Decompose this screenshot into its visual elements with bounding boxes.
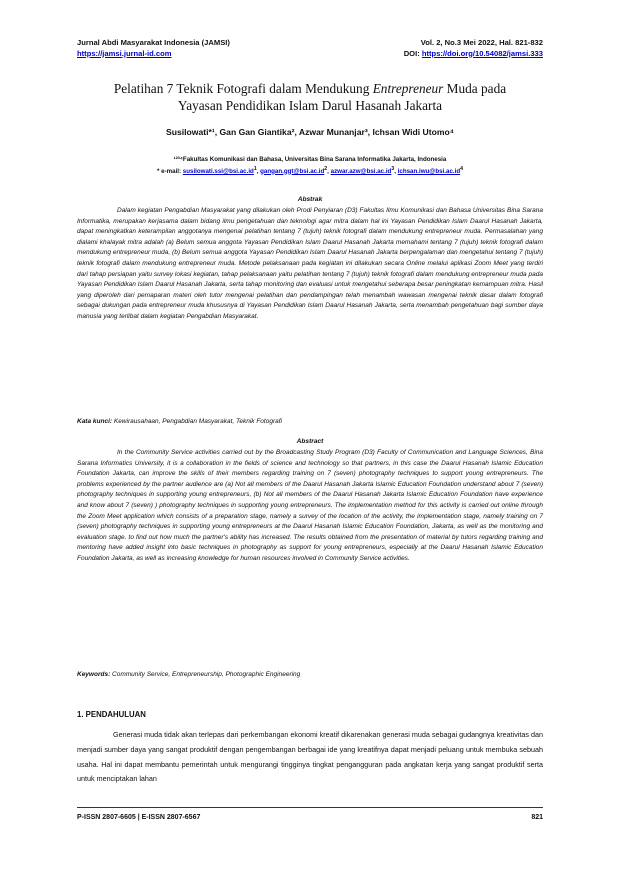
abstract-heading: Abstract	[296, 438, 324, 445]
paper-title	[77, 80, 543, 114]
abstract-text: In the Community Service activities carried out by the Broadcasting Study Program (D3) Faculty of Communication and Language Sciences, Bina Sarana Informatics University, it is a collaboration in the fields of science and technology so that partners, in this case the Daarul Hasanah Islamic Education Foundation Jakarta, can improve the skills of their members regarding training on 7 (seven) photography techniques to support young entrepreneurs. The problems experienced by the partner audience are (a) Not all members of the Daarul Hasanah Jakarta Islamic Education Foundation understand about 7 (seven) photography techniques in supporting young entrepreneurs, (b) Not all members of the Daarul Hasanah Jakarta Islamic Education Foundation have experience and know about 7 (seven) ) photography techniques in supporting young entrepreneurs. The implementation method for this activity is carried out online through the Zoom Meet application which consists of a preparation stage, namely a survey of the location of the activity, the implementation stage, namely training on 7 (seven) photography techniques in supporting young entrepreneurs at the Daarul Hasanah Islamic Education Foundation, Jakarta, as well as the monitoring and evaluation stage. to find out how much the partner's ability has increased. The results obtained from the presentation of material by tutors regarding training and mentoring have added insight into basic techniques in photography as support for young entrepreneurs, especially at the Daarul Hasanah Islamic Education Foundation Jakarta, as well as increasing knowledge for human resources involved in Community Service activities.	[77, 449, 543, 562]
email-line: * e-mail: $susilowati.ssi@bsi.ac.id^1$, $gangan.ggt@bsi.ac.id^2$, $azwar.azw@bsi.ac.id^3$, $ichsan.iwu@bsi.ac.id^4$	[157, 165, 463, 175]
kata-kunci-label: Kata kunci:	[77, 418, 113, 425]
doi-line	[404, 49, 543, 60]
email-link-2[interactable]: gangan.ggt@bsi.ac.id	[260, 167, 325, 175]
email-link-3[interactable]: azwar.azw@bsi.ac.id	[330, 167, 392, 175]
keywords	[77, 671, 543, 678]
email-link-4[interactable]: ichsan.iwu@bsi.ac.id	[397, 167, 461, 175]
email-link-1[interactable]: susilowati.ssi@bsi.ac.id	[182, 167, 254, 175]
issn-text: P-ISSN 2807-6605 | E-ISSN 2807-6567	[77, 814, 201, 821]
journal-url-link[interactable]: https://jamsi.jurnal-id.com	[77, 48, 172, 58]
page-number: 821	[531, 814, 543, 821]
footer-rule	[77, 807, 543, 808]
keywords-label: Keywords:	[77, 671, 111, 678]
affiliation-line: ¹²³⁴Fakultas Komunikasi dan Bahasa, Universitas Bina Sarana Informatika Jakarta, Indonesia	[173, 156, 447, 163]
section-heading: 1. PENDAHULUAN	[77, 710, 146, 719]
title-part-1: Pelatihan 7 Teknik Fotografi dalam Mendukung	[113, 81, 373, 96]
volume-info: Vol. 2, No.3 Mei 2022, Hal. 821-832	[420, 38, 543, 47]
title-part-2: Muda pada	[443, 81, 507, 96]
keywords-values: Community Service, Entrepreneurship, Photographic Engineering	[110, 671, 301, 678]
kata-kunci-values: Kewirausahaan, Pengabdian Masyarakat, Teknik Fotografi	[112, 418, 282, 425]
email-label: * e-mail:	[157, 167, 183, 175]
journal-header	[77, 38, 543, 59]
page-footer	[77, 814, 543, 821]
abstrak-heading: Abstrak	[297, 196, 323, 203]
kata-kunci	[77, 418, 543, 425]
doi-link[interactable]: https://doi.org/10.54082/jamsi.333	[421, 48, 543, 58]
doi-label: DOI:	[403, 48, 420, 58]
section-body: Generasi muda tidak akan terlepas dari perkembangan ekonomi kreatif dikarenakan generasi muda sebagai gudangnya kreativitas dan menjadi sumber daya yang sangat produktif dengan pengembangan berbagai ide yang kreatifnya dapat menjadi peluang untuk membuka sebuah usaha. Hal ini dapat membantu pemerintah untuk mengurangi tingginya tingkat pengangguran pada angkatan kerja yang sangat produktif serta untuk menciptakan lahan	[77, 730, 543, 784]
abstrak-text: Dalam kegiatan Pengabdian Masyarakat yang dilakukan oleh Prodi Penyiaran (D3) Fakultas Ilmu Komunikasi dan Bahasa Universitas Bina Sarana Informatika, merupakan kerjasama dalam bidang ilmu pengetahuan dan teknologi agar mitra dalam hal ini Yayasan Pendidikan Islam Daarul Hasanah Jakarta, dapat meningkatkan keterampilan anggotanya mengenai pelatihan tentang 7 (tujuh) teknik fotografi dalam mendukung entrepreneur muda. Permasalahan yang dialami khalayak mitra adalah (a) Belum semua anggota Yayasan Pendidikan Islam Daarul Hasanah Jakarta memahami tentang 7 (tujuh) teknik fotografi dalam mendukung entrepreneur muda, (b) Belum semua anggota Yayasan Pendidikan Islam Daarul Hasanah Jakarta berpengalaman dan mengetahui tentang 7 (tujuh) teknik fotografi dalam mendukung entrepreneur muda. Metode pelaksanaan pada kegiatan ini dilakukan secara Online melalui aplikasi Zoom Meet yang terdiri dari tahap persiapan yaitu survey lokasi kegiatan, tahap pelaksanaan yaitu pelatihan tentang 7 (tujuh) teknik fotografi dalam mendukung entrepreneur muda pada Yayasan Pendidikan Islam Daarul Hasanah Jakarta, serta tahap monitoring dan evaluasi untuk mengetahui seberapa besar peningkatan kemampuan mitra. Hasil yang diperoleh dari pemaparan materi oleh tutor mengenai pelatihan dan pendampingan telah menambah wawasan mengenai teknik dasar dalam fotografi sebagai dukungan pada entrepreneur muda khususnya di Yayasan Pendidikan Islam Daarul Hasanah Jakarta, serta menambah pengetahuan bagi sumber daya manusia yang terlibat dalam kegiatan Pengabdian Masyarakat.	[77, 207, 543, 320]
email-sup-1: 1	[253, 165, 257, 172]
email-sup-4: 4	[460, 165, 463, 172]
author-list: Susilowati*¹, Gan Gan Giantika², Azwar Munanjar³, Ichsan Widi Utomo⁴	[166, 127, 454, 137]
journal-name: Jurnal Abdi Masyarakat Indonesia (JAMSI)	[77, 38, 230, 47]
title-italic-word: Entrepreneur	[372, 81, 444, 96]
email-sup-2: 2	[324, 165, 328, 172]
title-line-2: Yayasan Pendidikan Islam Darul Hasanah Jakarta	[177, 98, 443, 113]
email-sup-3: 3	[391, 165, 395, 172]
affiliation	[77, 155, 543, 176]
